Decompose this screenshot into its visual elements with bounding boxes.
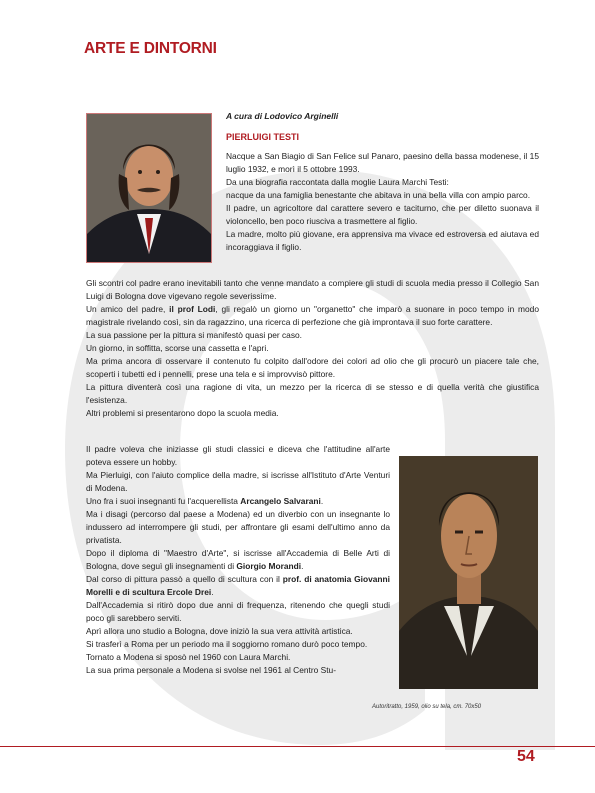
bold-name: prof. di anatomia Giovanni Morelli e di scultura Ercole Drei <box>86 574 390 597</box>
text-run: Un amico del padre, <box>86 304 170 314</box>
artist-portrait-illustration <box>87 114 211 262</box>
paragraph: Ma i disagi (percorso dal paese a Modena) ed un diverbio con un insegnante lo indussero ad interrompere gli studi, per affrontare gli esami dell'ultimo anno da privatista. <box>86 509 390 545</box>
paragraph: La sua passione per la pittura si manifestò quasi per caso. <box>86 330 303 340</box>
self-portrait-painting <box>399 456 538 689</box>
paragraph: Altri problemi si presentarono dopo la scuola media. <box>86 408 279 418</box>
artist-portrait-photo <box>86 113 212 263</box>
paragraph: Aprì allora uno studio a Bologna, dove iniziò la sua vera attività artistica. <box>86 626 353 636</box>
intro-column <box>226 150 539 254</box>
paragraph: Tornato a Modena si sposò nel 1960 con Laura Marchi. <box>86 652 291 662</box>
text-run: , gli regalò un giorno un "organetto" che imparò a suonare in poco tempo in modo magistrale rivelando così, sin da ragazzino, una ricerca di perfezione che già improntava il suo forte carattere. <box>86 304 539 327</box>
paragraph: Un giorno, in soffitta, scorse una cassetta e l'apri. <box>86 343 269 353</box>
page-number: 54 <box>517 748 535 765</box>
text-run: Dal corso di pittura passò a quello di scultura con il <box>86 574 283 584</box>
paragraph: Il padre voleva che iniziasse gli studi classici e diceva che l'attitudine all'arte poteva essere un hobby. <box>86 444 390 467</box>
paragraph <box>86 495 390 508</box>
paragraph: Ma Pierluigi, con l'aiuto complice della madre, si iscrisse all'Istituto d'Arte Venturi di Modena. <box>86 470 390 493</box>
paragraph <box>86 573 390 599</box>
text-run: Uno fra i suoi insegnanti fu l'acquerellista <box>86 496 241 506</box>
paragraph: Nacque a San Biagio di San Felice sul Panaro, paesino della bassa modenese, il 15 luglio 1932, e morì il 5 ottobre 1993. <box>226 151 539 174</box>
text-run: . <box>320 496 324 506</box>
paragraph: La pittura diventerà così una ragione di vita, un mezzo per la ricerca di se stesso e di quella verità che giustifica l'esistenza. <box>86 382 539 405</box>
bold-name: Giorgio Morandi <box>236 561 302 571</box>
paragraph: Da una biografia raccontata dalla moglie Laura Marchi Testi: <box>226 177 449 187</box>
paragraph: Ma prima ancora di osservare il contenuto fu colpito dall'odore dei colori ad olio che gli procurò un piacere tale che, scoperti i tubetti ed i pennelli, prese una tela e si improvvisò pittore. <box>86 356 539 379</box>
left-column <box>86 443 390 677</box>
footer-rule <box>0 746 595 747</box>
paragraph: Si trasferì a Roma per un periodo ma il soggiorno romano durò poco tempo. <box>86 639 368 649</box>
text-run: . <box>301 561 304 571</box>
text-run: . <box>211 587 214 597</box>
bold-name: Arcangelo Salvarani <box>240 496 321 506</box>
full-width-column <box>86 277 539 420</box>
text-run: Dopo il diploma di "Maestro d'Arte", si iscrisse all'Accademia di Belle Arti di Bologna, dove seguì gli insegnamenti di <box>86 548 390 571</box>
paragraph <box>86 303 539 329</box>
paragraph: La madre, molto più giovane, era apprensiva ma vivace ed estroversa ed aiutava ed incoraggiava il figlio. <box>226 229 539 252</box>
paragraph: Gli scontri col padre erano inevitabili tanto che venne mandato a compiere gli studi di scuola media presso il Collegio San Luigi di Bologna dove vigevano regole severissime. <box>86 278 539 301</box>
section-title: ARTE E DINTORNI <box>84 40 217 57</box>
painting-caption: Autoritratto, 1959, olio su tela, cm. 70x50 <box>372 704 482 710</box>
bold-name: il prof Lodi <box>169 304 216 314</box>
author-credit: A cura di Lodovico Arginelli <box>226 111 339 121</box>
self-portrait-illustration <box>399 456 538 689</box>
paragraph: Il padre, un agricoltore dal carattere severo e taciturno, che per diletto suonava il violoncello, ben poco riusciva a trasmettere al figlio. <box>226 203 539 226</box>
paragraph: Dall'Accademia si ritirò dopo due anni di frequenza, ritenendo che quegli studi poco gli sarebbero serviti. <box>86 600 390 623</box>
paragraph <box>86 547 390 573</box>
paragraph: La sua prima personale a Modena si svolse nel 1961 al Centro Stu- <box>86 665 336 675</box>
artist-name-heading: PIERLUIGI TESTI <box>226 132 300 142</box>
paragraph: nacque da una famiglia benestante che abitava in una bella villa con ampio parco. <box>226 190 531 200</box>
